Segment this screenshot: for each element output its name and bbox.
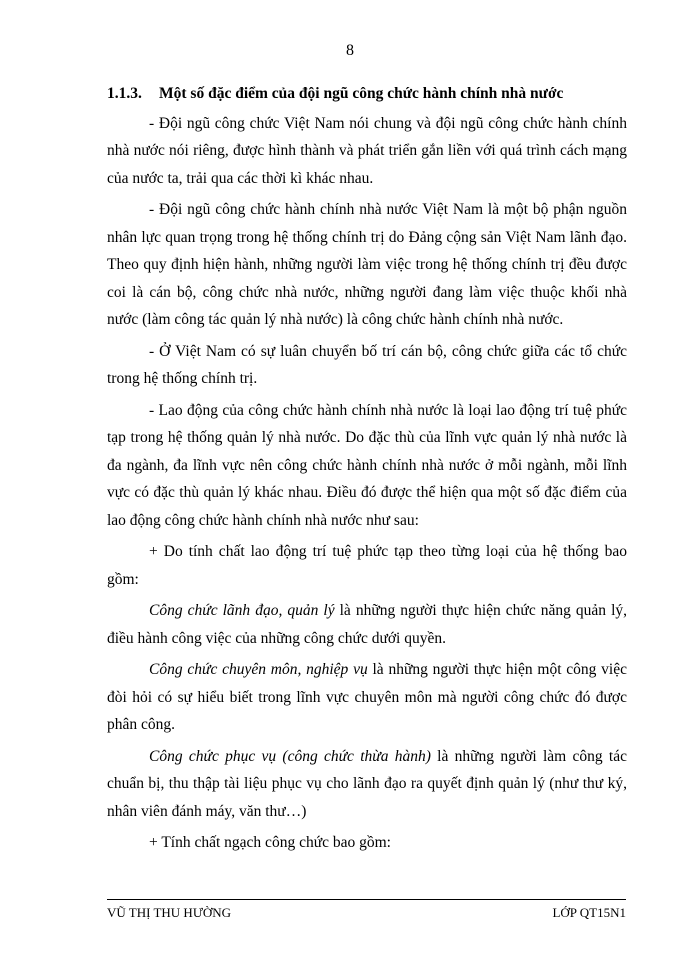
definition-paragraph — [107, 743, 627, 826]
definition-paragraph — [107, 597, 627, 652]
footer-class: LỚP QT15N1 — [552, 905, 626, 920]
section-heading — [107, 80, 627, 108]
footer-divider — [107, 899, 626, 900]
definition-text: là những người làm công tác chuẩn bị, thu thập tài liệu phục vụ cho lãnh đạo ra quyết định quản lý (như thư ký, nhân viên đánh máy, văn thư…) — [107, 747, 627, 820]
paragraph: - Đội ngũ công chức hành chính nhà nước Việt Nam là một bộ phận nguồn nhân lực quan trọng trong hệ thống chính trị do Đảng cộng sản Việt Nam lãnh đạo. Theo quy định hiện hành, những người làm việc trong hệ thống chính trị đều được coi là cán bộ, công chức nhà nước, những người đang làm việc thuộc khối nhà nước (làm công tác quản lý nhà nước) là công chức hành chính nhà nước. — [107, 201, 627, 328]
section-number: 1.1.3. — [107, 85, 142, 102]
paragraph: + Do tính chất lao động trí tuệ phức tạp theo từng loại của hệ thống bao gồm: — [107, 543, 627, 588]
definition-term: Công chức phục vụ (công chức thừa hành) — [149, 747, 431, 765]
definition-paragraph — [107, 656, 627, 739]
document-body — [107, 80, 627, 861]
definition-term: Công chức lãnh đạo, quản lý — [149, 602, 335, 619]
page-number: 8 — [346, 42, 354, 59]
definition-term: Công chức chuyên môn, nghiệp vụ — [149, 661, 368, 678]
paragraph: + Tính chất ngạch công chức bao gồm: — [149, 834, 391, 851]
definition-text: là những người thực hiện một công việc đòi hỏi có sự hiểu biết trong lĩnh vực chuyên môn mà người công chức đó được phân công. — [107, 661, 628, 733]
section-title: Một số đặc điểm của đội ngũ công chức hành chính nhà nước — [159, 85, 564, 102]
paragraph: - Ở Việt Nam có sự luân chuyển bố trí cán bộ, công chức giữa các tổ chức trong hệ thống chính trị. — [107, 342, 627, 387]
paragraph: - Đội ngũ công chức Việt Nam nói chung và đội ngũ công chức hành chính nhà nước nói riêng, được hình thành và phát triển gắn liền với quá trình cách mạng của nước ta, trải qua các thời kì khác nhau. — [107, 114, 627, 187]
paragraph: - Lao động của công chức hành chính nhà nước là loại lao động trí tuệ phức tạp trong hệ thống quản lý nhà nước. Do đặc thù của lĩnh vực quản lý nhà nước là đa ngành, đa lĩnh vực nên công chức hành chính nhà nước ở mỗi ngành, mỗi lĩnh vực có đặc thù quản lý khác nhau. Điều đó được thể hiện qua một số đặc điểm của lao động công chức hành chính nhà nước như sau: — [107, 401, 627, 529]
definition-text: là những người thực hiện chức năng quản lý, điều hành công việc của những công chức dưới quyền. — [107, 602, 627, 647]
footer-author: VŨ THỊ THU HƯỜNG — [107, 905, 232, 920]
